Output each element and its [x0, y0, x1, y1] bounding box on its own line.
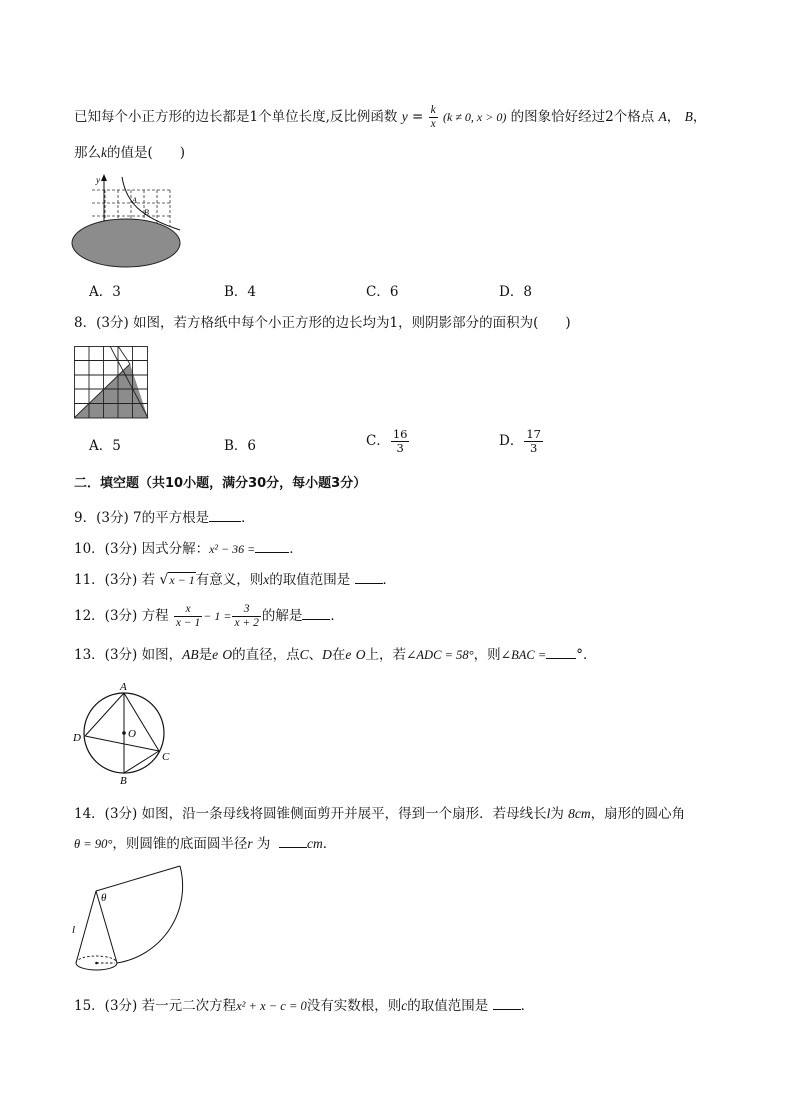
- q8-option-b: B．6: [224, 438, 257, 454]
- q13-fig-d: D: [73, 732, 81, 744]
- q12-text-b: 的解是: [261, 608, 303, 624]
- q13-o: O: [222, 647, 233, 662]
- q15-c: c: [401, 998, 408, 1013]
- q12-mid: − 1 =: [203, 609, 232, 623]
- q7-option-b: B．4: [224, 284, 257, 300]
- q15-text-b: 没有实数根，则: [306, 998, 402, 1014]
- q12-blank[interactable]: [302, 607, 330, 620]
- q11-radicand: x − 1: [169, 573, 195, 587]
- q13-text-e: 在: [331, 647, 346, 663]
- q10-blank[interactable]: [255, 540, 289, 553]
- q13-fig-a: A: [120, 681, 127, 693]
- q13-point-d: D: [322, 647, 332, 662]
- q12-end: ．: [330, 608, 344, 624]
- q8-option-c-fraction: $\frac{16}{3}$: [392, 427, 408, 455]
- q15-blank[interactable]: [493, 997, 521, 1010]
- q13-angle-adc: ∠ADC = 58°: [405, 648, 474, 662]
- q11-text-b: 有意义，则: [195, 572, 264, 588]
- q11: [74, 570, 396, 590]
- q7-fraction: $\frac{k}{x}$: [430, 104, 436, 130]
- q11-end: ．: [382, 572, 397, 588]
- q13-text-f: 上，若: [365, 647, 406, 663]
- q13-text-g: ，则: [473, 647, 501, 663]
- q9: [74, 508, 255, 528]
- q11-text-c: 的取值范围是: [269, 572, 351, 588]
- q13-o-2: O: [355, 647, 366, 662]
- q7-line1: 已知每个小正方形的边长都是1个单位长度,反比例函数 y = $\frac{k}{x}$ (k ≠ 0, x > 0) 的图象恰好经过2个格点 A， B，: [74, 104, 707, 130]
- q12-fraction-1: $\frac{x}{x - 1}$: [175, 603, 201, 629]
- q14-text: 14．(3分) 如图，沿一条母线将圆锥侧面剪开并展平，得到一个扇形．若母线长: [74, 806, 547, 822]
- q8-figure: [74, 346, 150, 420]
- q14-text-d: ，则圆锥的底面圆半径: [112, 836, 248, 852]
- q8-text: 8．(3分) 如图，若方格纸中每个小正方形的边长均为1，则阴影部分的面积为( ): [74, 315, 571, 331]
- q7-fig-a: A: [132, 196, 137, 205]
- q8-option-c: [366, 428, 410, 455]
- q13-fig-c: C: [162, 751, 170, 763]
- q9-end: ．: [241, 510, 255, 526]
- q14-text-e: 为: [256, 836, 271, 852]
- q14-unit: cm: [306, 836, 323, 851]
- q9-blank[interactable]: [209, 509, 241, 522]
- q7-option-c: C．6: [366, 284, 399, 300]
- q15-text-c: 的取值范围是: [407, 998, 489, 1014]
- q13-point-c: C: [299, 647, 309, 662]
- q12-fraction-2: $\frac{3}{x + 2}$: [234, 603, 259, 629]
- q10: [74, 539, 303, 559]
- q14-fig-l: l: [72, 924, 76, 936]
- q15: [74, 996, 534, 1016]
- q13-text-d: 、: [308, 647, 323, 663]
- q13: [74, 645, 597, 665]
- q13-angle-bac: ∠BAC =: [500, 648, 547, 662]
- q13-text-b: 是: [198, 647, 213, 663]
- q13-end: °．: [576, 647, 597, 663]
- q8-option-c-label: C．: [366, 433, 390, 449]
- q7-option-a: A．3: [89, 284, 121, 300]
- q7-point-b: B: [684, 109, 693, 124]
- q14-fig-theta: θ: [101, 892, 107, 904]
- q13-blank[interactable]: [546, 646, 576, 659]
- q7-fig-y: y: [96, 175, 100, 185]
- q7-func-y: y: [401, 109, 408, 124]
- q13-figure: [72, 680, 176, 788]
- q7-func-eq: =: [411, 109, 424, 125]
- q10-text: 10．(3分) 因式分解：: [74, 541, 210, 557]
- q13-ab: AB: [182, 647, 199, 662]
- q15-end: ．: [520, 998, 535, 1014]
- q10-expr: x² − 36 =: [209, 542, 256, 556]
- section-heading: 二．填空题（共10小题，满分30分，每小题3分）: [74, 476, 367, 491]
- q15-text: 15．(3分) 若一元二次方程: [74, 998, 237, 1014]
- q13-fig-o: O: [128, 728, 136, 740]
- q7-text-b: 的图象恰好经过2个格点: [510, 109, 655, 125]
- q7-point-a: A: [658, 109, 667, 124]
- q7-text: 已知每个小正方形的边长都是1个单位长度,反比例函数: [74, 109, 398, 125]
- q8-option-d-fraction: $\frac{17}{3}$: [526, 427, 541, 455]
- q7-line2-text: 那么: [74, 145, 101, 161]
- q15-expr: x² + x − c = 0: [236, 999, 307, 1013]
- q10-end: ．: [289, 541, 303, 557]
- q9-text: 9．(3分) 7的平方根是: [74, 510, 210, 526]
- q7-k: k: [101, 145, 107, 160]
- q11-blank[interactable]: [355, 571, 383, 584]
- q14-text-c: ，扇形的圆心角: [590, 806, 686, 822]
- q13-circle-symbol: e: [212, 647, 219, 662]
- q14-line1: [74, 804, 685, 824]
- q14-length: 8cm: [568, 806, 591, 821]
- q7-fig-b: B: [144, 208, 149, 217]
- q12-text: 12．(3分) 方程: [74, 608, 169, 624]
- q14-line2: [74, 834, 336, 854]
- q14-theta: θ = 90°: [74, 837, 113, 851]
- q13-circle-symbol-2: e: [345, 647, 352, 662]
- q7-option-d: D．8: [499, 284, 532, 300]
- q14-r: r: [247, 836, 253, 851]
- sqrt-icon: √: [159, 572, 169, 588]
- q11-text: 11．(3分) 若: [74, 572, 156, 588]
- q13-text-c: 的直径，点: [232, 647, 300, 663]
- q11-x: x: [263, 572, 270, 587]
- q12: [74, 603, 344, 630]
- q7-figure: [70, 172, 190, 272]
- q13-fig-b: B: [120, 775, 127, 787]
- q14-end: ．: [322, 836, 337, 852]
- q14-text-b: 为: [550, 806, 564, 822]
- q14-l: l: [546, 806, 551, 821]
- q14-figure: [70, 863, 190, 981]
- q7-line2-text-b: 的值是( ): [107, 145, 186, 161]
- q13-text: 13．(3分) 如图，: [74, 647, 183, 663]
- q14-blank[interactable]: [279, 835, 307, 848]
- q7-condition: (k ≠ 0, x > 0): [443, 110, 507, 124]
- q7-line2: [74, 143, 185, 163]
- q8-option-d-label: D．: [499, 433, 524, 449]
- q8-option-a: A．5: [89, 438, 121, 454]
- q8-option-d: [499, 428, 544, 455]
